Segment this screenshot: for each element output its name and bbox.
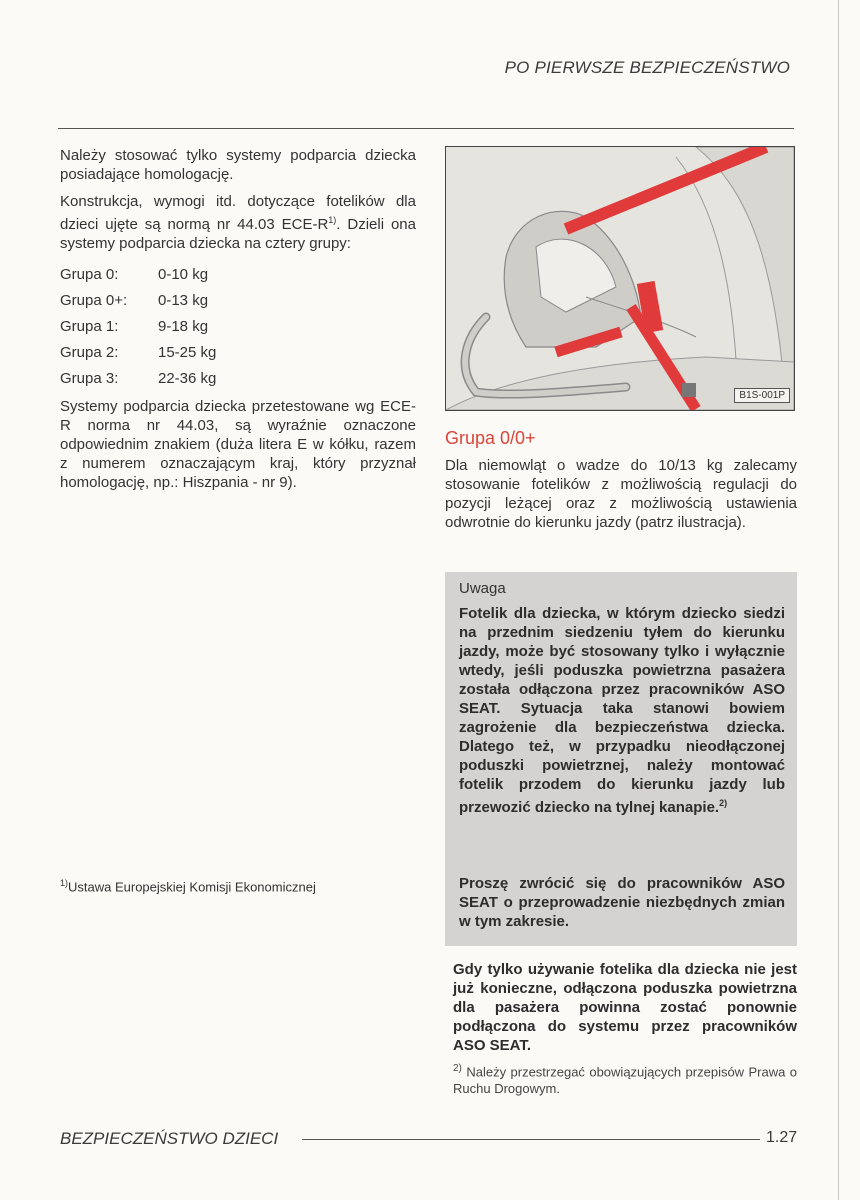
group-range: 0-10 kg [158,265,209,283]
footnote-2-marker: 2) [453,1063,462,1074]
page-edge [838,0,839,1200]
footer-divider [302,1139,760,1140]
group-name: Grupa 0+: [60,291,128,309]
section-heading: Grupa 0/0+ [445,428,536,448]
warning-text [459,604,785,817]
group-name: Grupa 2: [60,343,119,361]
paragraph-homologation: Należy stosować tylko systemy podparcia dziecka posiadające homologację. [60,147,416,183]
group-row [60,339,416,365]
warning-title: Uwaga [459,580,506,597]
group-range: 22-36 kg [158,369,217,387]
paragraph-norm-end: . Dzieli ona systemy podparcia dziecka na cztery grupy: [60,216,416,252]
group-list [60,261,416,391]
group-range: 9-18 kg [158,317,209,335]
group-name: Grupa 1: [60,317,119,335]
section-body: Dla niemowląt o wadze do 10/13 kg zalecamy stosowanie fotelików z możliwością regulacji do pozycji leżącej oraz z możliwością ustawienia odwrotnie do kierunku jazdy (patrz ilustracja). [445,457,797,531]
footnote-1-marker: 1) [60,878,69,888]
figure-code: B1S-001P [734,388,790,403]
header-divider [58,128,794,129]
running-header: PO PIERWSZE BEZPIECZEŃSTWO [504,58,790,77]
group-range: 15-25 kg [158,343,217,361]
footnote-1 [60,878,420,894]
group-name: Grupa 3: [60,369,119,387]
footnote-ref-2: 2) [719,798,728,808]
page-number: 1.27 [766,1129,798,1146]
left-column [60,146,416,500]
warning-instruction: Proszę zwrócić się do pracowników ASO SEAT o przeprowadzenie niezbędnych zmian w tym zakresie. [459,875,785,930]
group-name: Grupa 0: [60,265,119,283]
footnote-2-text: Należy przestrzegać obowiązujących przepisów Prawa o Ruchu Drogowym. [453,1064,797,1097]
group-row [60,261,416,287]
child-seat-illustration [445,146,795,411]
footnote-2 [453,1060,797,1097]
paragraph-marking: Systemy podparcia dziecka przetestowane wg ECE-R norma nr 44.03, są wyraźnie oznaczone odpowiednim znakiem (duża litera E w kółku, razem z numerem oznaczającym kraj, który przyznał homologację, np.: Hiszpania - nr 9). [60,398,416,491]
footnote-ref-1: 1) [328,215,337,225]
group-range: 0-13 kg [158,291,209,309]
group-row [60,287,416,313]
reconnect-notice: Gdy tylko używanie fotelika dla dziecka nie jest już konieczne, odłączona poduszka powietrzna dla pasażera powinna zostać ponownie podłączona do systemu przez pracowników ASO SEAT. [453,961,797,1054]
group-row [60,313,416,339]
group-row [60,365,416,391]
footnote-1-text: Ustawa Europejskiej Komisji Ekonomicznej [68,879,316,895]
paragraph-norm-start: Konstrukcja, wymogi itd. dotyczące fotelików dla dzieci ujęte są normą nr 44.03 ECE-R [60,193,416,233]
warning-text-body: Fotelik dla dziecka, w którym dziecko siedzi na przednim siedzeniu tyłem do kierunku jazdy, może być stosowany tylko i wyłącznie wtedy, jeśli poduszka powietrzna pasażera została odłączona przez pracowników ASO SEAT. Sytuacja taka stanowi bowiem zagrożenie dla bezpieczeństwa dziecka. Dlatego też, w przypadku nieodłączonej poduszki powietrznej, należy montować fotelik przodem do kierunku jazdy lub przewozić dziecko na tylnej kanapie. [459,605,785,816]
child-seat-drawing [446,147,794,410]
paragraph-norm [60,192,416,253]
warning-box [445,572,797,946]
footer-section-title: BEZPIECZEŃSTWO DZIECI [60,1129,279,1148]
